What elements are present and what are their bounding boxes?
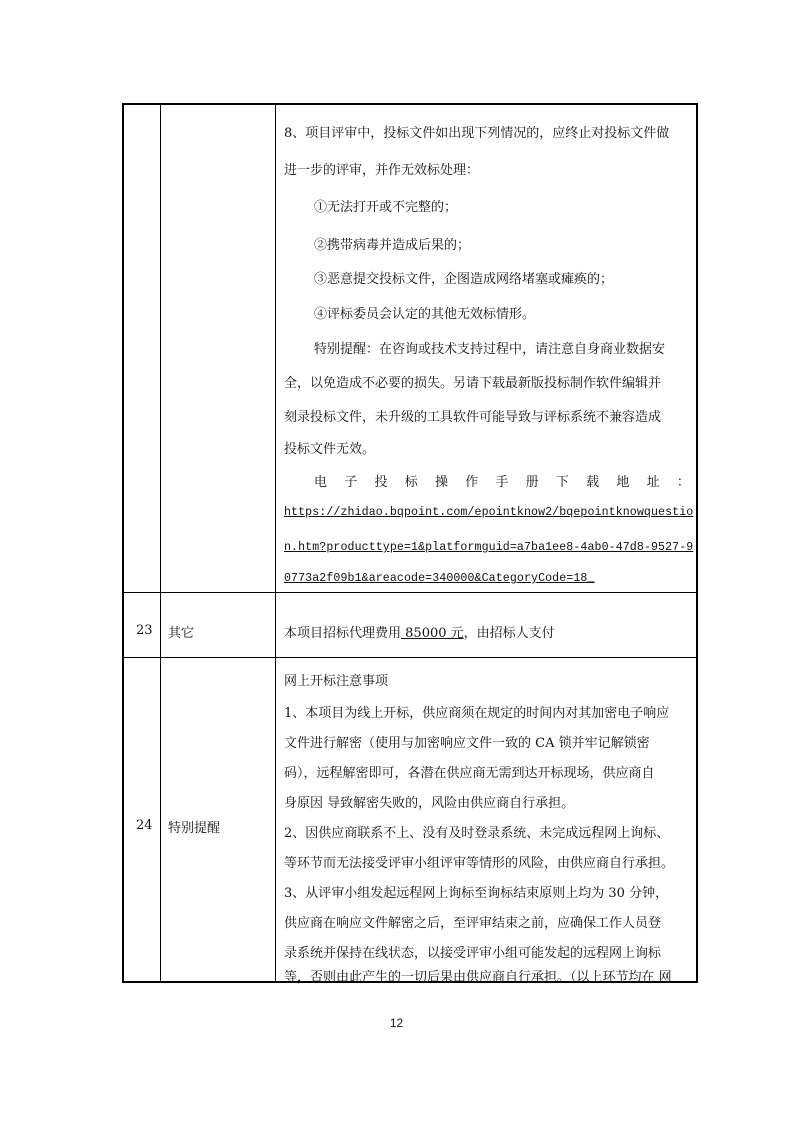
text-line: 3、从评审小组发起远程网上询标至询标结束原则上均为 30 分钟， xyxy=(284,886,669,901)
text-line: 身原因 导致解密失败的，风险由供应商自行承担。 xyxy=(284,796,575,811)
label-char: 操 xyxy=(434,475,448,490)
text-line: ③恶意提交投标文件，企图造成网络堵塞或瘫痪的； xyxy=(314,272,614,287)
label-char: 投 xyxy=(374,475,388,490)
column-divider xyxy=(275,105,276,981)
label-char: ： xyxy=(676,475,690,490)
label-char: 地 xyxy=(616,475,630,490)
row-label: 特别提醒 xyxy=(168,821,221,836)
text-line: 刻录投标文件，未升级的工具软件可能导致与评标系统不兼容造成 xyxy=(284,410,662,425)
text-line: ②携带病毒并造成后果的； xyxy=(314,238,471,253)
manual-download-label xyxy=(314,471,690,490)
section-heading: 网上开标注意事项 xyxy=(284,674,389,689)
label-char: 下 xyxy=(555,475,569,490)
text-line: 供应商在响应文件解密之后，至评审结束之前，应确保工作人员登 xyxy=(284,916,662,931)
text-line: 录系统并保持在线状态，以接受评审小组可能发起的远程网上询标 xyxy=(284,946,662,961)
text-line: 等环节而无法接受评审小组评审等情形的风险，由供应商自行承担。 xyxy=(284,856,675,871)
page-number: 12 xyxy=(389,1016,404,1030)
label-char: 子 xyxy=(344,475,358,490)
text-line: 进一步的评审，并作无效标处理： xyxy=(284,163,480,178)
label-char: 作 xyxy=(465,475,479,490)
text-line: 2、因供应商联系不上、没有及时登录系统、未完成远程网上询标、 xyxy=(284,826,670,841)
text-line: 特别提醒：在咨询或技术支持过程中，请注意自身商业数据安 xyxy=(314,342,666,357)
row-divider xyxy=(124,592,696,593)
label-char: 电 xyxy=(314,475,328,490)
label-char: 址 xyxy=(646,475,660,490)
column-divider xyxy=(160,105,161,981)
text-line: 文件进行解密（使用与加密响应文件一致的 CA 锁并牢记解锁密 xyxy=(284,736,650,751)
row-number: 23 xyxy=(136,623,153,638)
label-char: 标 xyxy=(404,475,418,490)
fee-amount: 85000 元 xyxy=(401,626,464,641)
fee-text-before: 本项目招标代理费用 xyxy=(284,626,402,641)
row-label: 其它 xyxy=(168,626,195,641)
label-char: 册 xyxy=(525,475,539,490)
text-line: 码），远程解密即可，各潜在供应商无需到达开标现场，供应商自 xyxy=(284,766,655,781)
label-char: 手 xyxy=(495,475,509,490)
text-line: 全，以免造成不必要的损失。另请下载最新版投标制作软件编辑并 xyxy=(284,376,662,391)
label-char: 载 xyxy=(586,475,600,490)
text-line: 8、项目评审中，投标文件如出现下列情况的，应终止对投标文件做 xyxy=(284,126,670,141)
manual-url-line[interactable]: n.htm?producttype=1&platformguid=a7ba1ee8-4ab0-47d8-9527-9 xyxy=(284,541,694,554)
text-line: ①无法打开或不完整的； xyxy=(314,200,458,215)
manual-url-line[interactable]: 0773a2f09b1&areacode=340000&CategoryCode=18_ xyxy=(284,572,595,585)
row-number: 24 xyxy=(136,818,153,833)
fee-text-after: ，由招标人支付 xyxy=(463,626,555,641)
manual-url-line[interactable]: https://zhidao.bqpoint.com/epointknow2/bqepointknowquestio xyxy=(284,506,694,519)
row-divider xyxy=(124,657,696,658)
text-line: ④评标委员会认定的其他无效标情形。 xyxy=(314,307,536,322)
text-line: 投标文件无效。 xyxy=(284,442,376,457)
text-line: 等，否则由此产生的一切后果由供应商自行承担。（以上环节均在 网 xyxy=(284,970,672,985)
agency-fee-text xyxy=(284,622,686,641)
text-line: 1、本项目为线上开标，供应商须在规定的时间内对其加密电子响应 xyxy=(284,706,670,721)
